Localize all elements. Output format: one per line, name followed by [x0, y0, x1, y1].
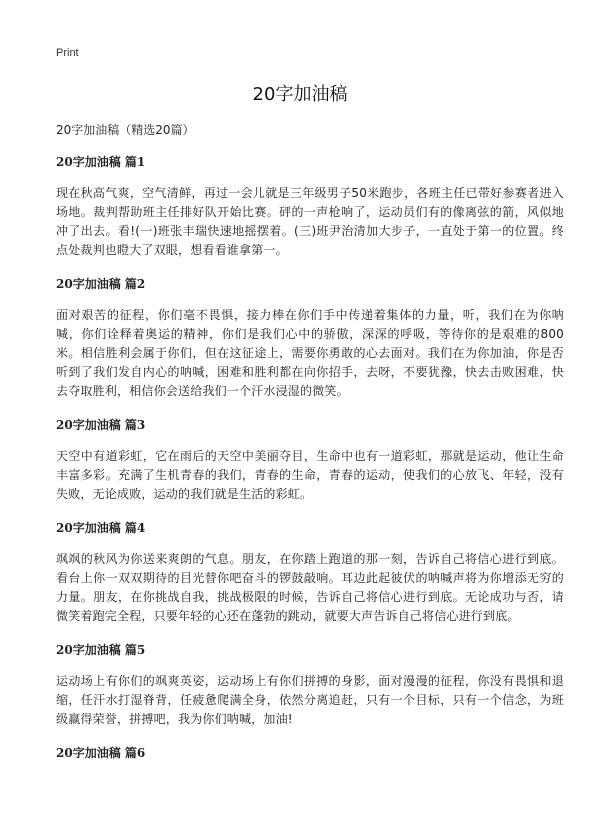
- section-heading-3: 20字加油稿 篇3: [56, 418, 146, 432]
- section-heading-6: 20字加油稿 篇6: [56, 746, 146, 760]
- section-heading-4: 20字加油稿 篇4: [56, 521, 146, 535]
- section-body-4: 飒飒的秋风为你送来爽朗的气息。朋友，在你踏上跑道的那一刻，告诉自己将信心进行到底。看台上你一双双期待的目光替你吧奋斗的锣鼓敲响。耳边此起彼伏的呐喊声将为你增添无穷的力量。朋友，在你挑战自我，挑战极限的时候，告诉自己将信心进行到底。无论成功与否，请微笑着跑完全程，只要年轻的心还在蓬勃的跳动，就要大声告诉自己将信心进行到底。: [56, 552, 564, 623]
- document-content: [56, 122, 564, 775]
- print-link[interactable]: Print: [56, 47, 79, 59]
- section-body-2: 面对艰苦的征程，你们毫不畏惧，接力棒在你们手中传递着集体的力量，听，我们在为你呐喊，你们诠释着奥运的精神，你们是我们心中的骄傲，深深的呼吸，等待你的是艰难的800米。相信胜利会属于你们，但在这征途上，需要你勇敢的心去面对。我们在为你加油，你是否听到了我们发自内心的呐喊，困难和胜利都在向你招手，去呀，不要犹豫，快去击败困难，快去夺取胜利，相信你会送给我们一个汗水浸湿的微笑。: [56, 308, 564, 398]
- section-heading-5: 20字加油稿 篇5: [56, 643, 146, 657]
- section-body-5: 运动场上有你们的飒爽英姿，运动场上有你们拼搏的身影，面对漫漫的征程，你没有畏惧和退缩，任汗水打湿脊背，任疲惫爬满全身，依然分离追赶，只有一个目标，只有一个信念，为班级赢得荣誉，拼搏吧，我为你们呐喊，加油!: [56, 674, 564, 726]
- section-body-3: 天空中有道彩虹，它在雨后的天空中美丽夺目，生命中也有一道彩虹，那就是运动，他让生命丰富多彩。充满了生机青春的我们，青春的生命，青春的运动，使我们的心放飞、年轻，没有失败，无论成败，运动的我们就是生活的彩虹。: [56, 449, 564, 501]
- section-body-1: 现在秋高气爽，空气清鲜，再过一会儿就是三年级男子50米跑步，各班主任已带好参赛者进入场地。裁判帮助班主任排好队开始比赛。砰的一声枪响了，运动员们有的像离弦的箭，风似地冲了出去。看!(一)班张丰瑞快速地摇摆着。(三)班尹治清加大步子，一直处于第一的位置。终点处裁判也瞪大了双眼，想看看谁拿第一。: [56, 186, 564, 257]
- page-title: 20字加油稿: [252, 84, 348, 105]
- section-heading-1: 20字加油稿 篇1: [56, 155, 146, 169]
- document-subtitle: 20字加油稿（精选20篇）: [56, 123, 195, 137]
- section-heading-2: 20字加油稿 篇2: [56, 277, 146, 291]
